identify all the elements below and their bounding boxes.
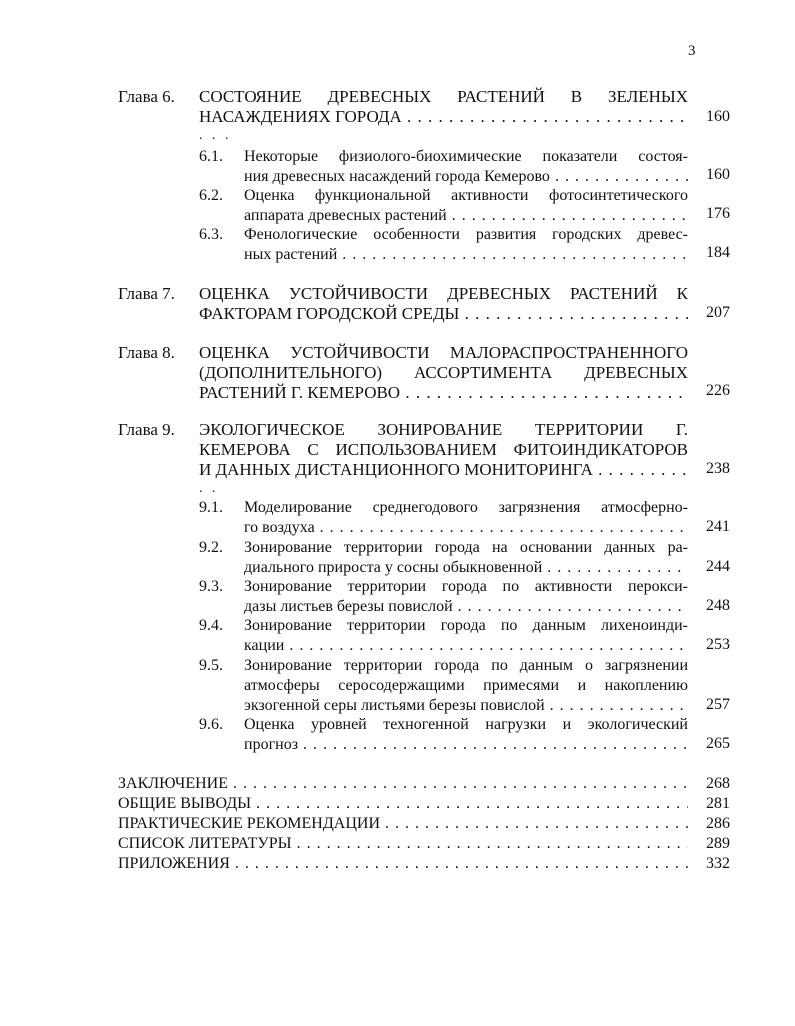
page-number: 3 [688,43,696,59]
section-number: 9.6. [199,716,223,733]
chapter-label: Глава 9. [118,420,175,439]
section-number: 9.5. [199,657,223,674]
chapter-title: ЭКОЛОГИЧЕСКОЕ ЗОНИРОВАНИЕ ТЕРРИТОРИИ Г. КЕМЕРОВА С ИСПОЛЬЗОВАНИЕМ ФИТОИНДИКАТОРОВ И ДАННЫХ ДИСТАНЦИОННОГО МОНИТОРИНГА . . . [199,420,688,480]
section-page: 184 [706,244,730,261]
entry-page: 289 [706,835,730,852]
section-number: 6.1. [199,148,223,165]
section-title: Зонирование территории города по данным о загрязнении атмосферы серосодержащими примесями и накоплению экзогенной серы листьями березы повислой . . . [244,656,688,716]
section-title: Фенологические особенности развития городских древес- ных растений . . . [244,225,688,265]
trailing-dots: . . [199,481,219,496]
section-number: 6.2. [199,187,223,204]
chapter-title: ОЦЕНКА УСТОЙЧИВОСТИ ДРЕВЕСНЫХ РАСТЕНИЙ К ФАКТОРАМ ГОРОДСКОЙ СРЕДЫ . . . [199,284,688,324]
section-page: 257 [706,696,730,713]
chapter-label: Глава 8. [118,343,175,362]
entry-title: ОБЩИЕ ВЫВОДЫ . . . [118,794,688,814]
section-number: 9.2. [199,539,223,556]
section-title: Зонирование территории города на основании данных ра- диального прироста у сосны обыкновенной . . . [244,538,688,578]
section-title: Некоторые физиолого-биохимические показатели состоя- ния древесных насаждений города Кемерово . . . [244,147,688,187]
section-page: 265 [706,735,730,752]
section-number: 9.3. [199,578,223,595]
trailing-dots: . . . [199,128,232,143]
section-page: 241 [706,518,730,535]
chapter-title: ОЦЕНКА УСТОЙЧИВОСТИ МАЛОРАСПРОСТРАНЕННОГО (ДОПОЛНИТЕЛЬНОГО) АССОРТИМЕНТА ДРЕВЕСНЫХ РАСТЕНИЙ Г. КЕМЕРОВО . . . [199,343,688,403]
entry-title: ПРАКТИЧЕСКИЕ РЕКОМЕНДАЦИИ . . . [118,814,688,834]
entry-page: 332 [706,855,730,872]
entry-page: 281 [706,795,730,812]
section-page: 253 [706,636,730,653]
chapter-page: 226 [706,382,730,399]
section-title: Моделирование среднегодового загрязнения атмосферно- го воздуха . . . [244,498,688,538]
section-number: 9.4. [199,617,223,634]
chapter-label: Глава 7. [118,284,175,303]
section-title: Оценка функциональной активности фотосинтетического аппарата древесных растений . . . [244,186,688,226]
entry-page: 286 [706,815,730,832]
chapter-label: Глава 6. [118,87,175,106]
section-page: 176 [706,205,730,222]
entry-title: ЗАКЛЮЧЕНИЕ . . . [118,774,688,794]
chapter-page: 160 [706,108,730,125]
entry-title: ПРИЛОЖЕНИЯ . . . [118,854,688,874]
section-page: 244 [706,558,730,575]
chapter-page: 238 [706,460,730,477]
section-number: 9.1. [199,499,223,516]
chapter-title: СОСТОЯНИЕ ДРЕВЕСНЫХ РАСТЕНИЙ В ЗЕЛЕНЫХ НАСАЖДЕНИЯХ ГОРОДА . . . [199,87,688,127]
section-number: 6.3. [199,226,223,243]
chapter-page: 207 [706,304,730,321]
section-title: Зонирование территории города по активности перокси- дазы листьев березы повислой . . . [244,577,688,617]
section-title: Оценка уровней техногенной нагрузки и экологический прогноз . . . [244,715,688,755]
section-page: 160 [706,166,730,183]
section-title: Зонирование территории города по данным лихеноинди- кации . . . [244,616,688,656]
entry-page: 268 [706,775,730,792]
entry-title: СПИСОК ЛИТЕРАТУРЫ . . . [118,834,688,854]
section-page: 248 [706,597,730,614]
